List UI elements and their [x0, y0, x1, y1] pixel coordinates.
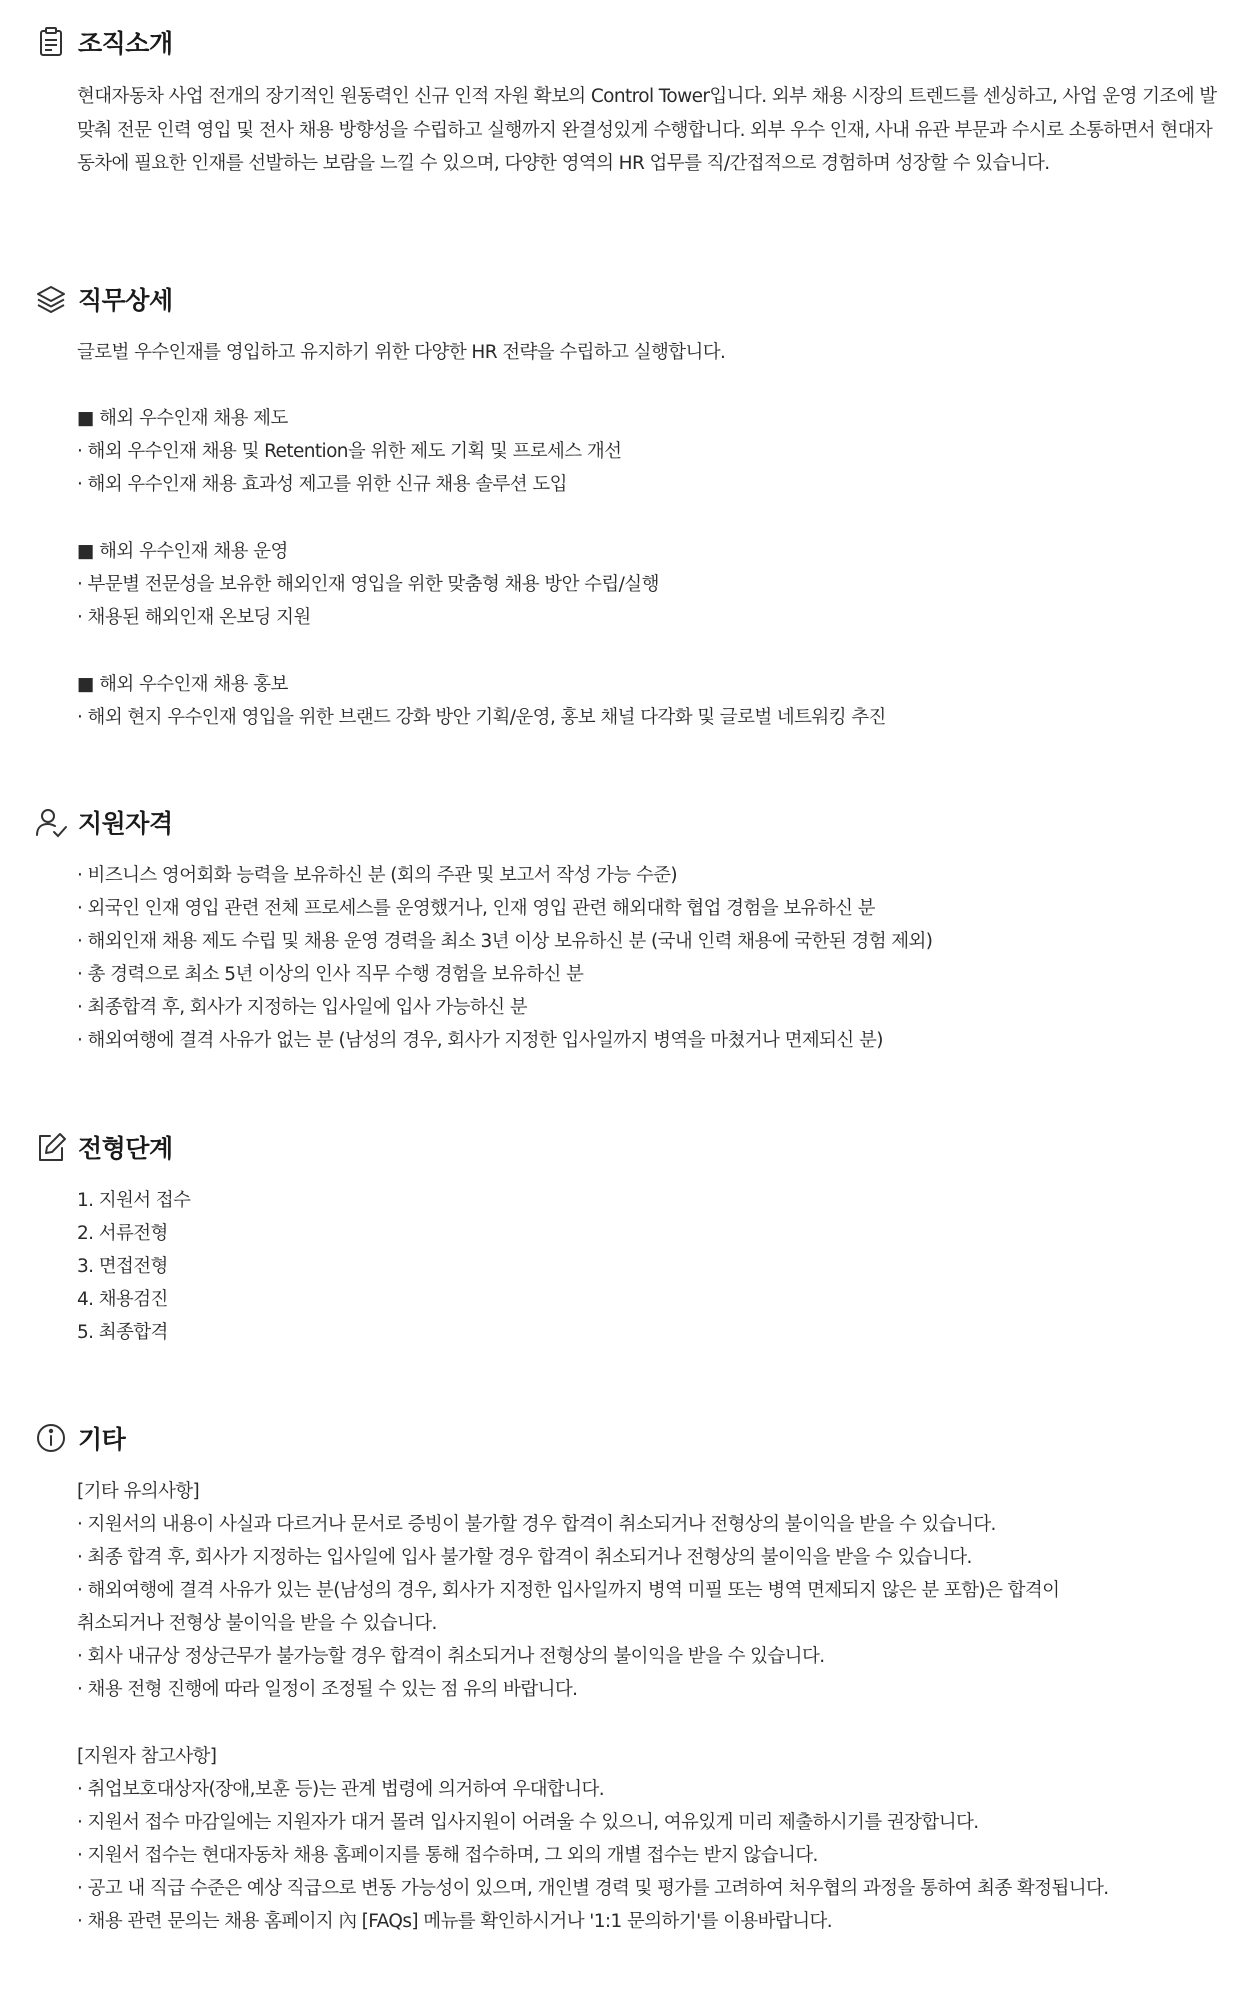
qualification-item: · 해외인재 채용 제도 수립 및 채용 운영 경력을 최소 3년 이상 보유하신 분 (국내 인력 채용에 국한된 경험 제외): [77, 931, 933, 952]
process-step: 5. 최종합격: [77, 1322, 168, 1343]
duties-heading: ■ 해외 우수인재 채용 제도: [77, 408, 288, 429]
info-icon: [34, 1421, 68, 1455]
section-title: 지원자격: [78, 809, 173, 838]
etc-item-continued: 취소되거나 전형상 불이익을 받을 수 있습니다.: [77, 1613, 437, 1634]
qualification-item: · 최종합격 후, 회사가 지정하는 입사일에 입사 가능하신 분: [77, 997, 528, 1018]
etc-item: · 채용 관련 문의는 채용 홈페이지 內 [FAQs] 메뉴를 확인하시거나 '1:1 문의하기'를 이용바랍니다.: [77, 1911, 833, 1932]
etc-item: · 회사 내규상 정상근무가 불가능할 경우 합격이 취소되거나 전형상의 불이익을 받을 수 있습니다.: [77, 1646, 825, 1667]
user-check-icon: [34, 805, 68, 839]
clipboard-icon: [34, 25, 68, 59]
etc-item: · 지원서의 내용이 사실과 다르거나 문서로 증빙이 불가할 경우 합격이 취소되거나 전형상의 불이익을 받을 수 있습니다.: [77, 1514, 996, 1535]
section-duties-header: [34, 279, 173, 319]
section-title: 기타: [78, 1425, 126, 1454]
section-title: 직무상세: [78, 286, 173, 315]
section-process-header: [34, 1127, 173, 1167]
process-step: 2. 서류전형: [77, 1223, 168, 1244]
process-step: 3. 면접전형: [77, 1256, 168, 1277]
section-etc-header: [34, 1418, 125, 1458]
process-step: 4. 채용검진: [77, 1289, 168, 1310]
section-intro-header: [34, 22, 173, 62]
duties-item: · 부문별 전문성을 보유한 해외인재 영입을 위한 맞춤형 채용 방안 수립/실행: [77, 574, 659, 595]
qualification-item: · 총 경력으로 최소 5년 이상의 인사 직무 수행 경험을 보유하신 분: [77, 964, 584, 985]
etc-item: · 지원서 접수는 현대자동차 채용 홈페이지를 통해 접수하며, 그 외의 개별 접수는 받지 않습니다.: [77, 1845, 818, 1866]
etc-item: · 채용 전형 진행에 따라 일정이 조정될 수 있는 점 유의 바랍니다.: [77, 1679, 578, 1700]
process-step: 1. 지원서 접수: [77, 1190, 191, 1211]
qualification-item: · 외국인 인재 영입 관련 전체 프로세스를 운영했거나, 인재 영입 관련 해외대학 협업 경험을 보유하신 분: [77, 898, 875, 919]
qualification-item: · 비즈니스 영어회화 능력을 보유하신 분 (회의 주관 및 보고서 작성 가능 수준): [77, 865, 678, 886]
layers-icon: [34, 282, 68, 316]
etc-heading: [기타 유의사항]: [77, 1481, 200, 1502]
duties-summary: 글로벌 우수인재를 영입하고 유지하기 위한 다양한 HR 전략을 수립하고 실행합니다.: [77, 342, 726, 363]
duties-heading: ■ 해외 우수인재 채용 홍보: [77, 674, 288, 695]
etc-heading: [지원자 참고사항]: [77, 1746, 217, 1767]
etc-item: · 취업보호대상자(장애,보훈 등)는 관계 법령에 의거하여 우대합니다.: [77, 1779, 605, 1800]
etc-item: · 지원서 접수 마감일에는 지원자가 대거 몰려 입사지원이 어려울 수 있으니, 여유있게 미리 제출하시기를 권장합니다.: [77, 1812, 979, 1833]
etc-item: · 공고 내 직급 수준은 예상 직급으로 변동 가능성이 있으며, 개인별 경력 및 평가를 고려하여 처우협의 과정을 통하여 최종 확정됩니다.: [77, 1878, 1109, 1899]
duties-heading: ■ 해외 우수인재 채용 운영: [77, 541, 288, 562]
section-qualifications-header: [34, 802, 173, 842]
etc-item: · 해외여행에 결격 사유가 있는 분(남성의 경우, 회사가 지정한 입사일까지 병역 미필 또는 병역 면제되지 않은 분 포함)은 합격이: [77, 1580, 1060, 1601]
etc-item: · 최종 합격 후, 회사가 지정하는 입사일에 입사 불가할 경우 합격이 취소되거나 전형상의 불이익을 받을 수 있습니다.: [77, 1547, 972, 1568]
edit-icon: [34, 1130, 68, 1164]
section-title: 전형단계: [78, 1134, 173, 1163]
duties-item: · 채용된 해외인재 온보딩 지원: [77, 607, 311, 628]
qualification-item: · 해외여행에 결격 사유가 없는 분 (남성의 경우, 회사가 지정한 입사일까지 병역을 마쳤거나 면제되신 분): [77, 1030, 883, 1051]
section-title: 조직소개: [78, 29, 173, 58]
intro-paragraph: 현대자동차 사업 전개의 장기적인 원동력인 신규 인적 자원 확보의 Control Tower입니다. 외부 채용 시장의 트렌드를 센싱하고, 사업 운영 기조에 발맞춰 전문 인력 영입 및 전사 채용 방향성을 수립하고 실행까지 완결성있게 수행합니다. 외부 우수 인재, 사내 유관 부문과 수시로 소통하면서 현대자동차에 필요한 인재를 선발하는 보람을 느낄 수 있으며, 다양한 영역의 HR 업무를 직/간접적으로 경험하며 성장할 수 있습니다.: [77, 86, 1217, 174]
duties-item: · 해외 우수인재 채용 및 Retention을 위한 제도 기획 및 프로세스 개선: [77, 441, 622, 462]
duties-item: · 해외 현지 우수인재 영입을 위한 브랜드 강화 방안 기획/운영, 홍보 채널 다각화 및 글로벌 네트워킹 추진: [77, 707, 886, 728]
duties-item: · 해외 우수인재 채용 효과성 제고를 위한 신규 채용 솔루션 도입: [77, 474, 567, 495]
